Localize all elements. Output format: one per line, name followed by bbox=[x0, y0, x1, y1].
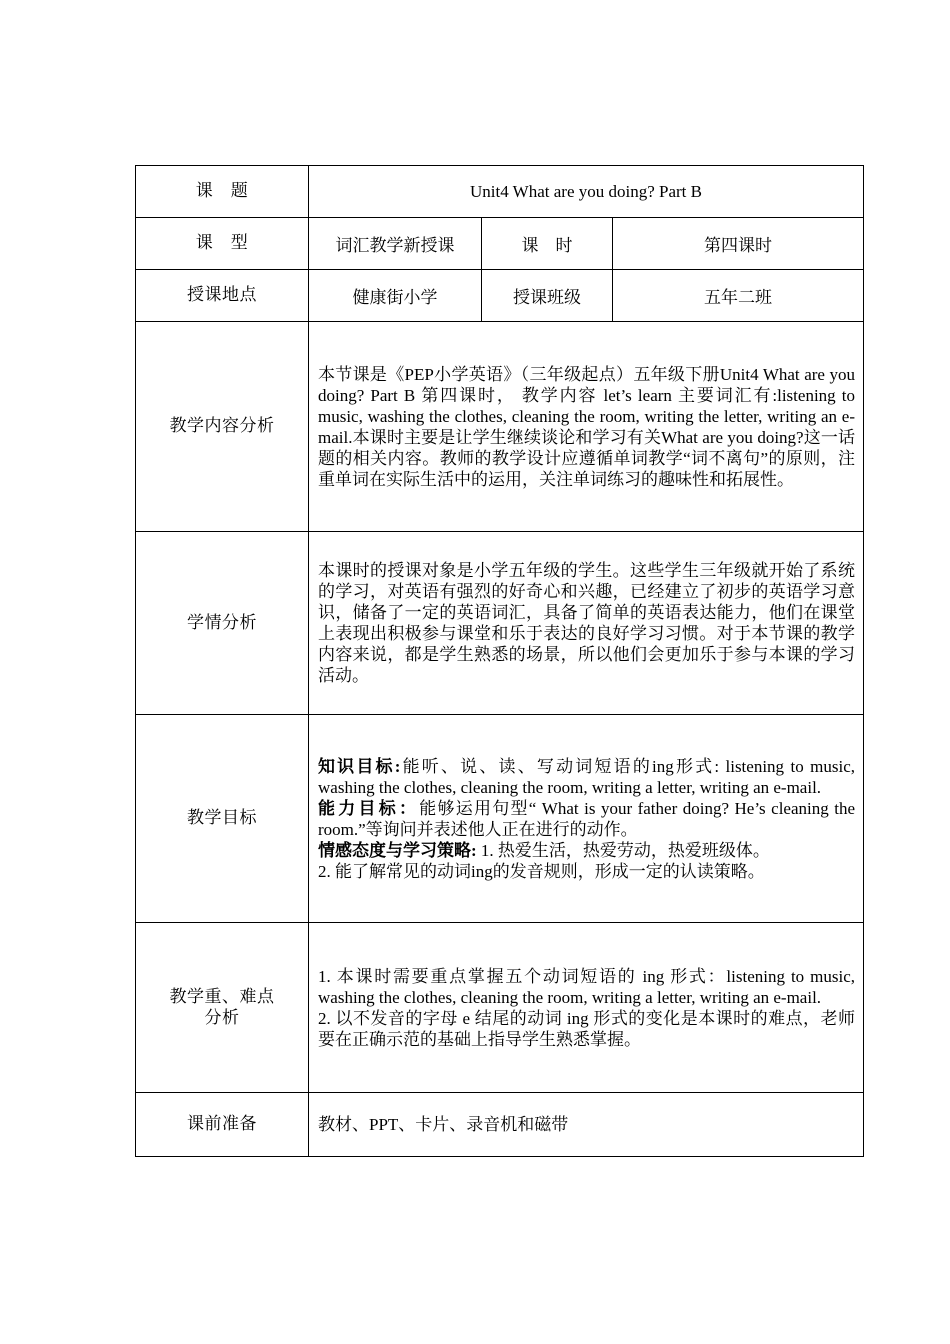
key-points-label: 教学重、难点分析 bbox=[136, 923, 309, 1093]
knowledge-objective-text: 能听、说、读、写动词短语的ing形式: listening to music, washing the clothes, cleaning the room, writing a letter, writing an e-mail. bbox=[318, 756, 856, 797]
ability-objective bbox=[318, 798, 855, 840]
row-student-analysis bbox=[136, 532, 864, 715]
student-analysis-text bbox=[309, 532, 864, 715]
period-label: 课 时 bbox=[482, 218, 613, 270]
key-point-2: 2. 以不发音的字母 e 结尾的动词 ing 形式的变化是本课时的难点，老师要在正确示范的基础上指导学生熟悉掌握。 bbox=[318, 1008, 856, 1049]
attitude-objective-2: 2. 能了解常见的动词ing的发音规则，形成一定的认读策略。 bbox=[318, 861, 765, 881]
topic-value: Unit4 What are you doing? Part B bbox=[309, 166, 864, 218]
type-value: 词汇教学新授课 bbox=[309, 218, 482, 270]
preparation-label: 课前准备 bbox=[136, 1093, 309, 1157]
student-analysis-paragraph: 本课时的授课对象是小学五年级的学生。这些学生三年级就开始了系统的学习，对英语有强烈的好奇心和兴趣，已经建立了初步的英语学习意识，储备了一定的英语词汇，具备了简单的英语表达能力，他们在课堂上表现出积极参与课堂和乐于表达的良好学习习惯。对于本节课的教学内容来说，都是学生熟悉的场景，所以他们会更加乐于参与本课的学习活动。 bbox=[318, 561, 856, 685]
row-preparation bbox=[136, 1093, 864, 1157]
student-analysis-label: 学情分析 bbox=[136, 532, 309, 715]
ability-objective-title: 能力目标： bbox=[318, 798, 420, 818]
attitude-objective-title: 情感态度与学习策略: bbox=[318, 840, 477, 860]
preparation-text: 教材、PPT、卡片、录音机和磁带 bbox=[309, 1093, 864, 1157]
period-value: 第四课时 bbox=[613, 218, 864, 270]
knowledge-objective bbox=[318, 756, 855, 798]
topic-label: 课 题 bbox=[136, 166, 309, 218]
knowledge-objective-title: 知识目标: bbox=[318, 756, 401, 776]
content-analysis-label: 教学内容分析 bbox=[136, 322, 309, 532]
objectives-label: 教学目标 bbox=[136, 715, 309, 923]
objectives-text bbox=[309, 715, 864, 923]
type-label: 课 型 bbox=[136, 218, 309, 270]
row-type bbox=[136, 218, 864, 270]
row-location bbox=[136, 270, 864, 322]
location-label: 授课地点 bbox=[136, 270, 309, 322]
key-points-text bbox=[309, 923, 864, 1093]
class-label: 授课班级 bbox=[482, 270, 613, 322]
key-point-1: 1. 本课时需要重点掌握五个动词短语的 ing 形式：listening to music, washing the clothes, cleaning the room, writing a letter, writing an e-mail. bbox=[318, 966, 856, 1007]
class-value: 五年二班 bbox=[613, 270, 864, 322]
location-value: 健康街小学 bbox=[309, 270, 482, 322]
row-objectives bbox=[136, 715, 864, 923]
row-key-points bbox=[136, 923, 864, 1093]
attitude-objective-text: 1. 热爱生活，热爱劳动，热爱班级体。 bbox=[476, 840, 770, 860]
row-content-analysis bbox=[136, 322, 864, 532]
lesson-plan-table bbox=[135, 165, 864, 1157]
ability-objective-text: 能够运用句型“ What is your father doing? He’s cleaning the room.”等询问并表述他人正在进行的动作。 bbox=[318, 798, 856, 839]
row-topic bbox=[136, 166, 864, 218]
content-analysis-paragraph: 本节课是《PEP小学英语》（三年级起点）五年级下册Unit4 What are you doing? Part B 第四课时， 教学内容 let’s learn 主要词汇有:listening to music, washing the clothes, cleaning the room, writing the letter, writing an e-mail.本课时主要是让学生继续谈论和学习有关What are you doing?这一话题的相关内容。教师的教学设计应遵循单词教学“词不离句”的原则，注重单词在实际生活中的运用，关注单词练习的趣味性和拓展性。 bbox=[318, 364, 856, 489]
attitude-objective bbox=[318, 840, 855, 861]
content-analysis-text bbox=[309, 322, 864, 532]
